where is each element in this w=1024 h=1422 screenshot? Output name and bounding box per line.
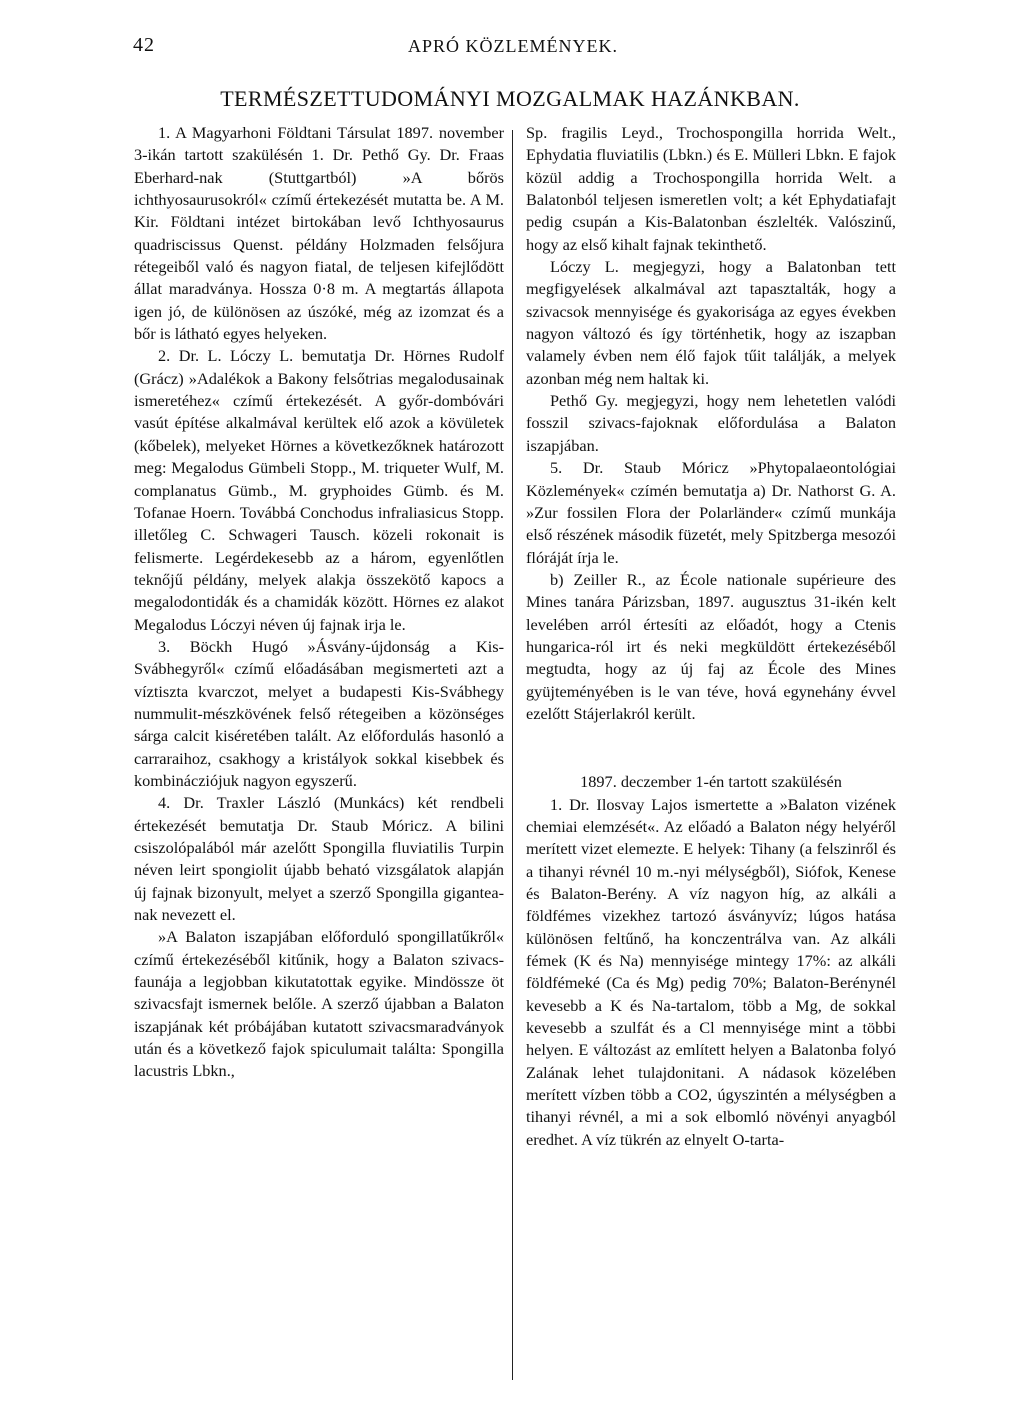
running-head — [133, 34, 893, 64]
paragraph-1: 1. A Magyarhoni Földtani Társulat 1897. november 3-ikán tartott szakülésén 1. Dr. Pethő Gy. Dr. Fraas Eberhard-nak (Stuttgartból) »A bőrös ichthyosaurusokról« czímű értekezését mutatta be. A M. Kir. Földtani intézet birtokában levő Ichthyosaurus quadriscissus Quenst. példány Holzmaden felsőjura rétegeiből való és nagyon fiatal, de teljesen kifejlődött állat maradványa. Hossza 0·8 m. A megtartás állapota igen jó, de különösen az úszóké, még az izomzat és a bőr is látható egyes helyeken. — [134, 123, 504, 344]
paragraph-3: 3. Böckh Hugó »Ásvány-újdonság a Kis-Svábhegyről« czímű előadásában megismerteti azt a víztiszta kvarczot, melyet a budapesti Kis-Svábhegy nummulit-mészkövének felső rétegeiben a közönséges sárga calcit kiséretében talált. Az előfordulás hasonló a carraraihoz, csakhogy a kristályok sokkal kisebbek és kombinácziójuk nagyon egyszerű. — [134, 636, 504, 790]
paragraph-2: 2. Dr. L. Lóczy L. bemutatja Dr. Hörnes Rudolf (Grácz) »Adalékok a Bakony felsőtrias megalodusainak ismeretéhez« czímű értekezését. A győr-dombóvári vasút építése alkalmával kerültek elő azok a kövületek (kőbelek), melyeket Hörnes a következőknek határozott meg: Megalodus Gümbeli Stopp., M. triqueter Wulf, M. complanatus Gümb., M. gryphoides Gümb. és M. Tofanae Hoern. Továbbá Conchodus infraliasicus Stopp. illetőleg C. Schwageri Tausch. közeli rokonait is felismerte. Legérdekesebb az a három, egyenlőtlen teknőjű példány, melyek alakja összekötő kapocs a megalodontidák és a chamidák között. Hörnes ez alakot Megalodus Lóczyi néven új fajnak irja le. — [134, 346, 504, 634]
page-number: 42 — [133, 34, 155, 56]
paragraph-11: 1. Dr. Ilosvay Lajos ismertette a »Balaton vizének chemiai elemzését«. Az előadó a Balaton négy helyéről merített vizet elemezte. E helyek: Tihany (a felszinről és a tihanyi révnél 10 m.-nyi mélységből), Siófok, Kenese és Balaton-Berény. A víz nagyon híg, az alkáli a földfémes vizekhez tartozó ásványvíz; lúgos hatása különösen feltűnő, ha konczentrálva van. Az alkáli fémek (K és Na) mennyisége mintegy 17%: az alkáli földfémeké (Ca és Mg) pedig 70%; Balaton-Berénynél kevesebb a K és Na-tartalom, több a Mg, de sokkal kevesebb a szulfát és a Cl mennyisége mint a többi helyen. E változást az említett helyen a Balatonba folyó Zalának lehet tulajdonitani. A nádasok közelében merített vízben több a CO2, úgyszintén a mélységben a tihanyi révnél, a mi a sok elbomló növényi anyagból eredhet. A víz tükrén az elnyelt O-tarta- — [526, 794, 896, 1149]
paragraph-6: Sp. fragilis Leyd., Trochospongilla horrida Welt., Ephydatia fluviatilis (Lbkn.) és E. Mülleri Lbkn. E fajok közül addig a Trochospongilla horrida Welt. a Balatonból teljesen ismeretlen volt; a két Ephydatiafajt pedig csupán a Kis-Balatonban észlelték. Valószinű, hogy az első kihalt fajnak tekinthető. — [526, 123, 896, 254]
paragraph-4: 4. Dr. Traxler László (Munkács) két rendbeli értekezését bemutatja Dr. Staub Móricz. A bilini csiszolópalából már azelőtt Spongilla fluviatilis Turpin néven leirt spongiolit újabb beható vizsgálatok alapján új fajnak bizonyult, melyet a szerző Spongilla gigantea-nak nevezett el. — [134, 793, 504, 925]
paragraph-5: »A Balaton iszapjában előforduló spongillatűkről« czímű értekezéséből kitűnik, hogy a Balaton szivacs-faunája a legjobban kikutatottak egyike. Mindössze öt szivacsfajt ismernek belőle. A szerző újabban a Balaton iszapjának két próbájában kutatott szivacsmaradványok után és a következő fajok spiculumait találta: Spongilla lacustris Lbkn., — [134, 927, 504, 1081]
left-column — [134, 122, 504, 1083]
column-divider — [512, 130, 513, 1380]
meeting-date-heading: 1897. deczember 1-én tartott szakülésén — [580, 772, 842, 792]
paragraph-7: Lóczy L. megjegyzi, hogy a Balatonban tett megfigyelések alkalmával azt tapasztalták, hogy a szivacsok mennyisége és gyakorisága az egyes években nagyon változó és így történhetik, hogy az iszapban valamely évben nem élő fajok tűit találják, a melyek azonban még nem haltak ki. — [526, 257, 896, 388]
right-column — [526, 122, 896, 1151]
section-title: TERMÉSZETTUDOMÁNYI MOZGALMAK HAZÁNKBAN. — [220, 86, 800, 111]
paragraph-9: 5. Dr. Staub Móricz »Phytopalaeontológiai Közlemények« czímén bemutatja a) Dr. Nathorst G. A. »Zur fossilen Flora der Polarländer« czímű munkája első részének második füzetét, mely Spitzberga mesozói flóráját írja le. — [526, 458, 896, 567]
running-title: APRÓ KÖZLEMÉNYEK. — [408, 36, 618, 56]
paragraph-10: b) Zeiller R., az École nationale supérieure des Mines tanára Párizsban, 1897. augusztus 31-ikén kelt levelében arról értesíti az előadót, hogy a Ctenis hungarica-ról irt és neki megküldött értekezéséből megtudta, hogy az új faj az École des Mines gyüjteményében is le van téve, hová egynehány évvel ezelőtt Stájerlakról került. — [526, 569, 896, 723]
paragraph-8: Pethő Gy. megjegyzi, hogy nem lehetetlen valódi fosszil szivacs-fajoknak előfordulása a Balaton iszapjában. — [526, 391, 896, 455]
